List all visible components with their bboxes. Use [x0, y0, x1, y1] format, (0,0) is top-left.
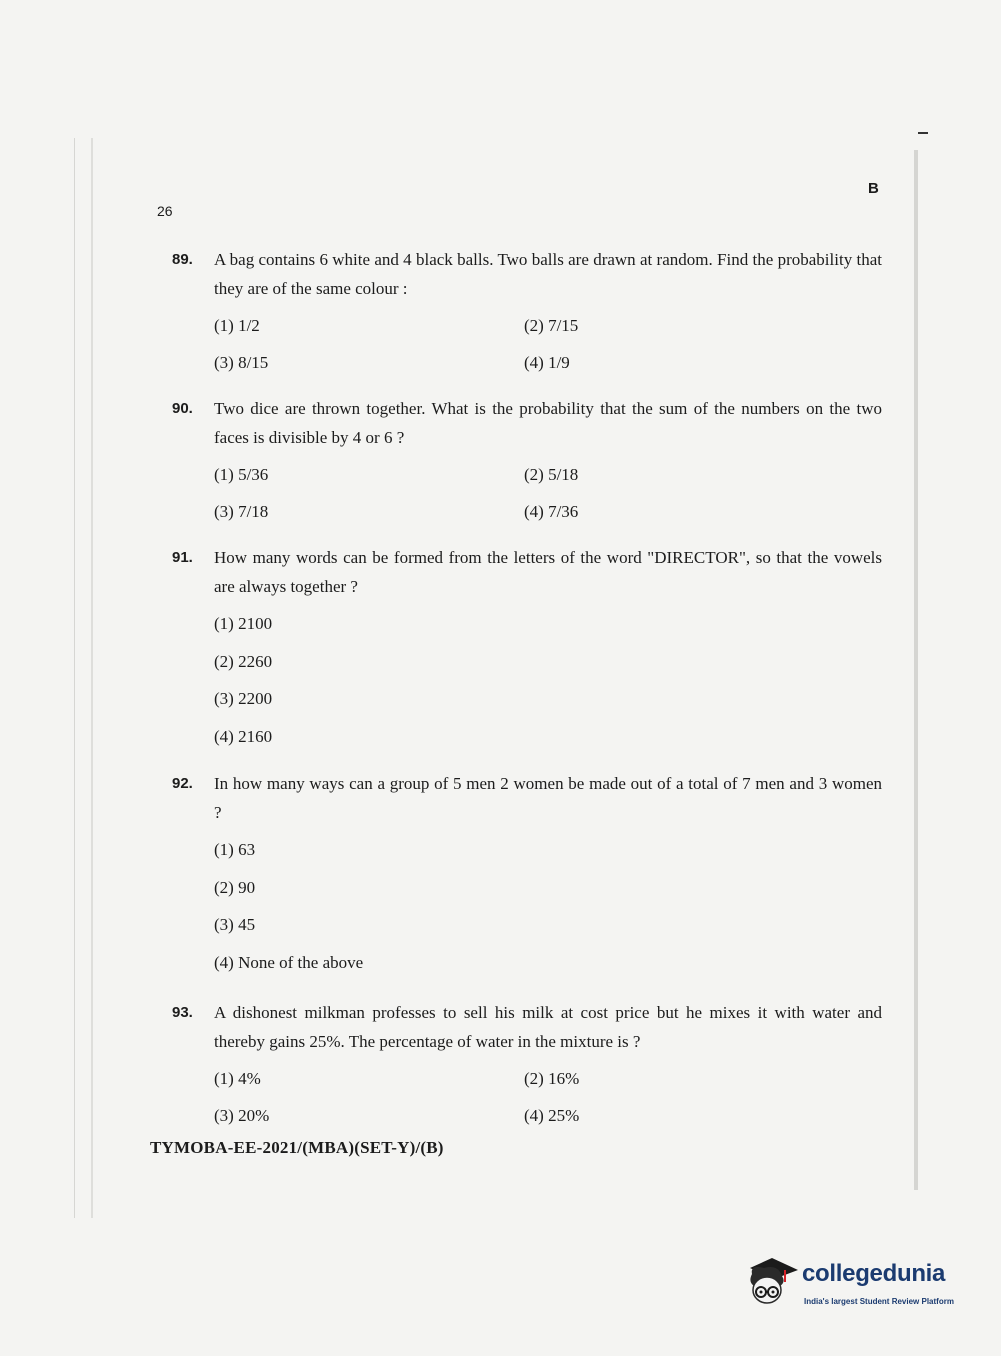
page-number: 26 — [157, 203, 173, 219]
set-letter: B — [868, 180, 879, 197]
option-2: (2) 5/18 — [524, 465, 579, 484]
question-89 — [172, 245, 882, 377]
option-4: (4) 7/36 — [524, 502, 579, 521]
question-number: 93. — [172, 1004, 193, 1021]
option-1: (1) 63 — [214, 840, 256, 859]
bleed-through-texture — [575, 1152, 905, 1170]
option-4: (4) None of the above — [214, 952, 364, 972]
question-text: How many words can be formed from the letters of the word "DIRECTOR", so that the vowels are always together ? — [214, 548, 882, 596]
options — [214, 1064, 882, 1130]
option-4: (4) 2160 — [214, 726, 273, 746]
question-number: 91. — [172, 549, 193, 566]
question-text: In how many ways can a group of 5 men 2 women be made out of a total of 7 men and 3 women ? — [214, 774, 882, 822]
option-1: (1) 1/2 — [214, 316, 260, 335]
question-text: Two dice are thrown together. What is the probability that the sum of the numbers on the two faces is divisible by 4 or 6 ? — [214, 399, 882, 447]
scan-edge-left — [74, 138, 93, 1218]
option-3: (3) 20% — [214, 1106, 270, 1125]
option-1: (1) 2100 — [214, 614, 273, 633]
option-4: (4) 25% — [524, 1106, 580, 1125]
option-4: (4) 1/9 — [524, 353, 570, 372]
question-92 — [172, 769, 882, 977]
brand-tagline: India's largest Student Review Platform — [804, 1297, 954, 1306]
question-number: 92. — [172, 775, 193, 792]
option-1: (1) 4% — [214, 1069, 261, 1088]
question-93 — [172, 998, 882, 1130]
footer-code: TYMOBA-EE-2021/(MBA)(SET-Y)/(B) — [150, 1138, 444, 1157]
option-3: (3) 45 — [214, 915, 256, 934]
options — [214, 460, 882, 526]
scan-edge-tick — [918, 132, 928, 134]
option-3: (3) 2200 — [214, 689, 273, 708]
question-text: A dishonest milkman professes to sell his milk at cost price but he mixes it with water and thereby gains 25%. The percentage of water in the mixture is ? — [214, 1003, 882, 1051]
option-2: (2) 16% — [524, 1069, 580, 1088]
options — [214, 835, 882, 977]
mascot-icon — [742, 1252, 800, 1310]
option-1: (1) 5/36 — [214, 465, 269, 484]
option-2: (2) 7/15 — [524, 316, 579, 335]
option-2: (2) 2260 — [214, 651, 273, 671]
brand-name: collegedunia — [802, 1260, 946, 1287]
option-2: (2) 90 — [214, 877, 256, 897]
question-91 — [172, 543, 882, 751]
options — [214, 311, 882, 377]
question-number: 90. — [172, 400, 193, 417]
options — [214, 609, 882, 751]
option-3: (3) 7/18 — [214, 502, 269, 521]
collegedunia-logo — [742, 1252, 972, 1312]
question-number: 89. — [172, 251, 193, 268]
question-90 — [172, 394, 882, 526]
option-3: (3) 8/15 — [214, 353, 269, 372]
question-text: A bag contains 6 white and 4 black balls. Two balls are drawn at random. Find the probability that they are of the same colour : — [214, 250, 882, 298]
scan-edge-right — [914, 150, 918, 1190]
